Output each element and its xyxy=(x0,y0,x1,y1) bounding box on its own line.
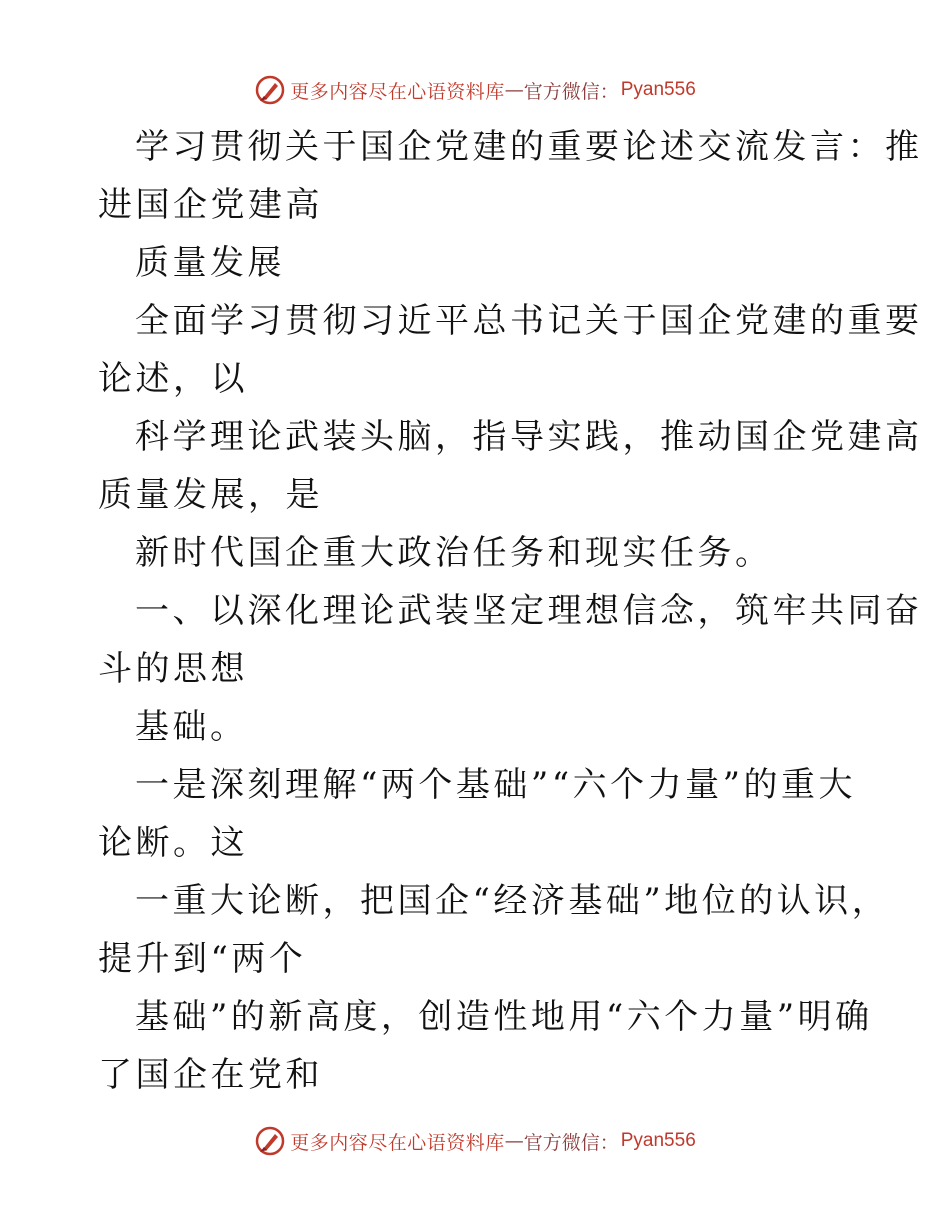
footer-watermark xyxy=(0,1121,950,1161)
paragraph-line: 论述，以 xyxy=(98,359,248,399)
watermark-contact-label: 官方微信： xyxy=(523,80,619,103)
watermark-contact-id: Pyan556 xyxy=(620,79,696,100)
header-watermark xyxy=(0,70,950,110)
paragraph-line: 科学理论武装头脑，指导实践，推动国企党建高 xyxy=(135,417,923,457)
paragraph-line: 质量发展，是 xyxy=(98,475,323,515)
paragraph-line: 论断。这 xyxy=(98,823,248,863)
watermark-dash: — xyxy=(504,79,524,101)
paragraph-line: 学习贯彻关于国企党建的重要论述交流发言：推 xyxy=(135,127,923,167)
paragraph-line: 新时代国企重大政治任务和现实任务。 xyxy=(135,533,773,573)
paragraph-line: 基础”的新高度，创造性地用“六个力量”明确 xyxy=(135,997,873,1037)
watermark-dash: — xyxy=(504,1130,524,1152)
pen-logo-icon xyxy=(254,74,286,106)
paragraph-line: 基础。 xyxy=(135,707,248,747)
watermark-text: 更多内容尽在心语资料库 xyxy=(290,1131,505,1154)
paragraph-line: 一重大论断，把国企“经济基础”地位的认识， xyxy=(135,881,890,921)
paragraph-line: 斗的思想 xyxy=(98,649,248,689)
paragraph-line: 进国企党建高 xyxy=(98,185,323,225)
paragraph-line: 一、以深化理论武装坚定理想信念，筑牢共同奋 xyxy=(135,591,923,631)
watermark-contact-id: Pyan556 xyxy=(620,1130,696,1151)
paragraph-line: 提升到“两个 xyxy=(98,939,307,979)
watermark-text: 更多内容尽在心语资料库 xyxy=(290,80,505,103)
paragraph-line: 了国企在党和 xyxy=(98,1055,323,1095)
watermark-contact-label: 官方微信： xyxy=(523,1131,619,1154)
paragraph-line: 质量发展 xyxy=(135,243,285,283)
paragraph-line: 全面学习贯彻习近平总书记关于国企党建的重要 xyxy=(135,301,923,341)
paragraph-line: 一是深刻理解“两个基础”“六个力量”的重大 xyxy=(135,765,857,805)
pen-logo-icon xyxy=(254,1125,286,1157)
